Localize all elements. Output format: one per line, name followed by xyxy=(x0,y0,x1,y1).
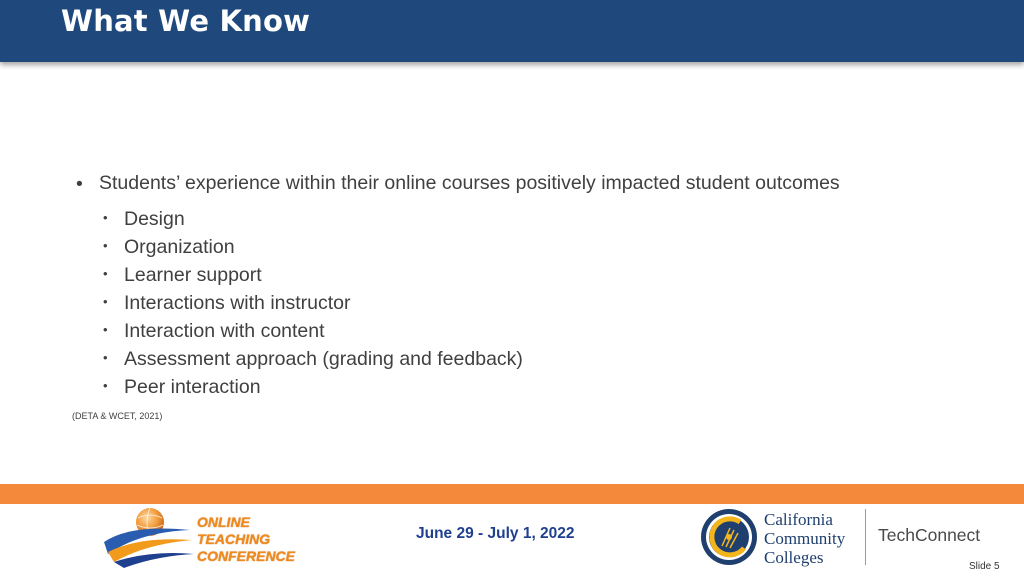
sub-bullet-text: Interactions with instructor xyxy=(124,292,351,314)
sub-bullet-text: Assessment approach (grading and feedback) xyxy=(124,348,523,370)
bullet-dot: • xyxy=(103,238,108,253)
bullet-dot: • xyxy=(103,266,108,281)
otc-line-3: CONFERENCE xyxy=(197,548,296,564)
otc-line-1: ONLINE xyxy=(197,514,250,530)
bullet-dot: • xyxy=(103,378,108,393)
ccc-line-1: California xyxy=(764,510,833,529)
bullet-dot: • xyxy=(103,210,108,225)
slide-title: What We Know xyxy=(61,4,311,38)
main-bullet-text: Students’ experience within their online courses positively impacted student outcomes xyxy=(99,172,840,194)
bullet-dot: • xyxy=(103,350,108,365)
ccc-seal-icon xyxy=(700,508,758,566)
sub-bullet-text: Interaction with content xyxy=(124,320,325,342)
sub-bullet-text: Organization xyxy=(124,236,235,258)
conference-date: June 29 - July 1, 2022 xyxy=(416,525,575,542)
ccc-wordmark xyxy=(764,510,845,567)
techconnect-label: TechConnect xyxy=(878,525,981,545)
sub-bullet-text: Learner support xyxy=(124,264,262,286)
otc-line-2: TEACHING xyxy=(197,531,271,547)
slide-number: Slide 5 xyxy=(969,561,1000,572)
sub-bullet-text: Peer interaction xyxy=(124,376,261,398)
orange-accent-bar xyxy=(0,484,1024,504)
bullet-dot: • xyxy=(103,294,108,309)
logo-divider xyxy=(865,509,866,565)
citation: (DETA & WCET, 2021) xyxy=(72,411,163,421)
ccc-line-3: Colleges xyxy=(764,548,824,567)
bullet-dot: • xyxy=(76,173,83,195)
otc-logo-text xyxy=(197,514,295,565)
bullet-dot: • xyxy=(103,322,108,337)
sub-bullet-text: Design xyxy=(124,208,185,230)
ccc-line-2: Community xyxy=(764,529,846,548)
